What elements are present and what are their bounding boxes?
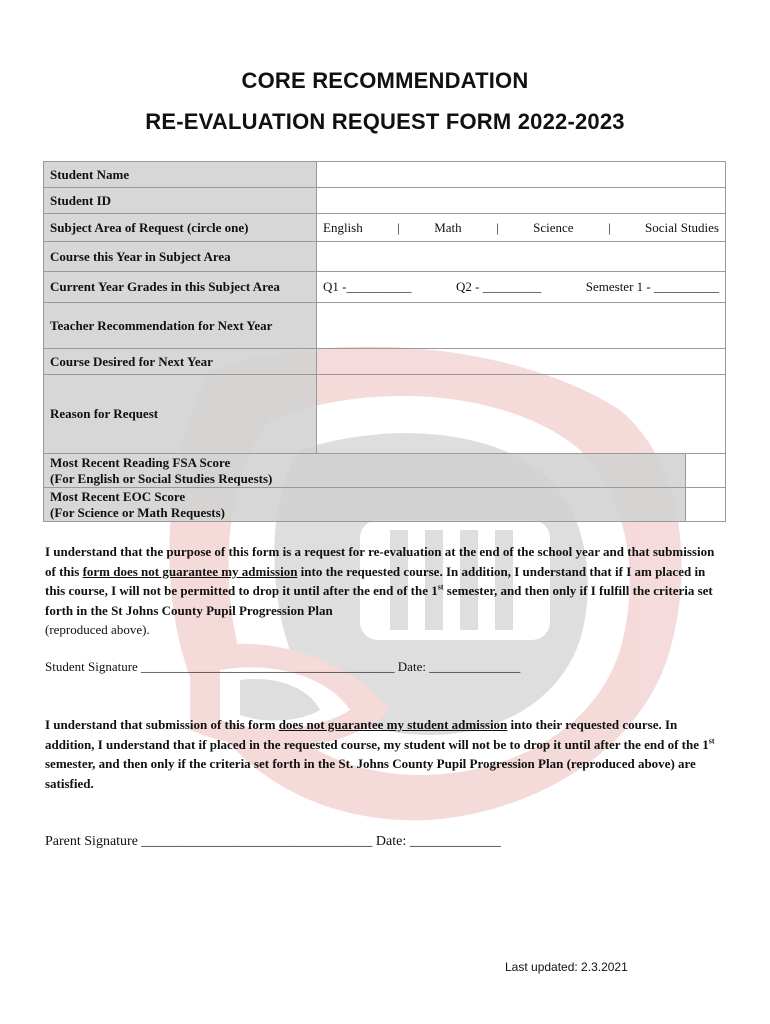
current-grades-label: Current Year Grades in this Subject Area: [44, 272, 317, 303]
last-updated-note: Last updated: 2.3.2021: [505, 960, 628, 974]
row-fsa-score: [44, 454, 726, 488]
subject-area-label: Subject Area of Request (circle one): [44, 214, 317, 242]
fsa-score-label: [44, 454, 686, 488]
subject-option-math[interactable]: Math: [434, 219, 462, 235]
parent-signature-line[interactable]: Parent Signature _________________________________ Date: _____________: [45, 834, 501, 849]
student-statement-superscript: st: [437, 582, 444, 592]
eoc-score-label-line-1: Most Recent EOC Score: [50, 488, 186, 504]
row-subject-area: [44, 214, 726, 242]
student-id-field[interactable]: [317, 188, 726, 214]
fsa-score-label-line-1: Most Recent Reading FSA Score: [50, 454, 231, 470]
parent-statement: [45, 715, 720, 793]
student-id-label: Student ID: [44, 188, 317, 214]
parent-statement-text: semester, and then only if the criteria set forth in the St. Johns County Pupil Progression Plan (reproduced above) are satisfied.: [45, 756, 696, 791]
eoc-score-label: [44, 488, 686, 522]
student-statement-emphasis: form does not guarantee my admission: [82, 563, 298, 579]
row-teacher-recommendation: [44, 303, 726, 349]
student-statement-text: (reproduced above).: [45, 622, 150, 637]
request-form-table: [43, 161, 726, 522]
form-title-line-1: CORE RECOMMENDATION: [241, 68, 529, 93]
teacher-recommendation-field[interactable]: [317, 303, 726, 349]
parent-statement-emphasis: does not guarantee my student admission: [278, 717, 508, 732]
student-statement: [45, 542, 720, 640]
row-course-desired: [44, 349, 726, 375]
eoc-score-label-line-2: (For Science or Math Requests): [50, 504, 225, 520]
eoc-score-field[interactable]: [686, 488, 726, 522]
student-signature-line[interactable]: Student Signature _______________________________________ Date: ______________: [45, 659, 521, 674]
grade-semester1-field[interactable]: Semester 1 - __________: [585, 279, 719, 294]
row-reason: [44, 375, 726, 454]
subject-option-social-studies[interactable]: Social Studies: [644, 219, 719, 235]
subject-options: [317, 214, 726, 242]
course-desired-label: Course Desired for Next Year: [44, 349, 317, 375]
row-student-name: [44, 162, 726, 188]
parent-statement-text: I understand that submission of this form: [45, 717, 279, 732]
row-current-grades: [44, 272, 726, 303]
course-this-year-field[interactable]: [317, 242, 726, 272]
subject-separator: |: [397, 219, 400, 235]
student-name-field[interactable]: [317, 162, 726, 188]
student-name-label: Student Name: [44, 162, 317, 188]
row-student-id: [44, 188, 726, 214]
subject-separator: |: [607, 219, 611, 235]
student-statement-text: into the requested course. In addition, I understand that if I am placed in this course, I will not be permitted to drop it until after the end of the 1: [45, 563, 706, 598]
fsa-score-label-line-2: (For English or Social Studies Requests): [50, 470, 273, 486]
student-statement-text: I understand that the purpose of this form is a request for re-evaluation at the end of the school year and that submission of this: [45, 544, 715, 579]
subject-option-english[interactable]: English: [323, 219, 363, 235]
subject-option-science[interactable]: Science: [533, 219, 574, 235]
fsa-score-field[interactable]: [686, 454, 726, 488]
reason-field[interactable]: [317, 375, 726, 454]
form-title-line-2: RE-EVALUATION REQUEST FORM 2022-2023: [145, 109, 625, 134]
course-desired-field[interactable]: [317, 349, 726, 375]
current-grades-field: [317, 272, 726, 303]
parent-statement-text: into their requested course. In addition, I understand that if placed in the requested course, my student will not be to drop it until after the end of the 1: [45, 717, 709, 752]
parent-statement-superscript: st: [708, 736, 715, 746]
course-this-year-label: Course this Year in Subject Area: [44, 242, 317, 272]
grade-q1-field[interactable]: Q1 -__________: [323, 279, 412, 294]
row-course-this-year: [44, 242, 726, 272]
reason-label: Reason for Request: [44, 375, 317, 454]
student-statement-text: semester, and then only if I fulfill the criteria set forth in the St Johns County Pupil Progression Plan: [45, 583, 713, 618]
grade-q2-field[interactable]: Q2 - _________: [456, 279, 542, 294]
subject-separator: |: [496, 219, 499, 235]
teacher-recommendation-label: Teacher Recommendation for Next Year: [44, 303, 317, 349]
row-eoc-score: [44, 488, 726, 522]
